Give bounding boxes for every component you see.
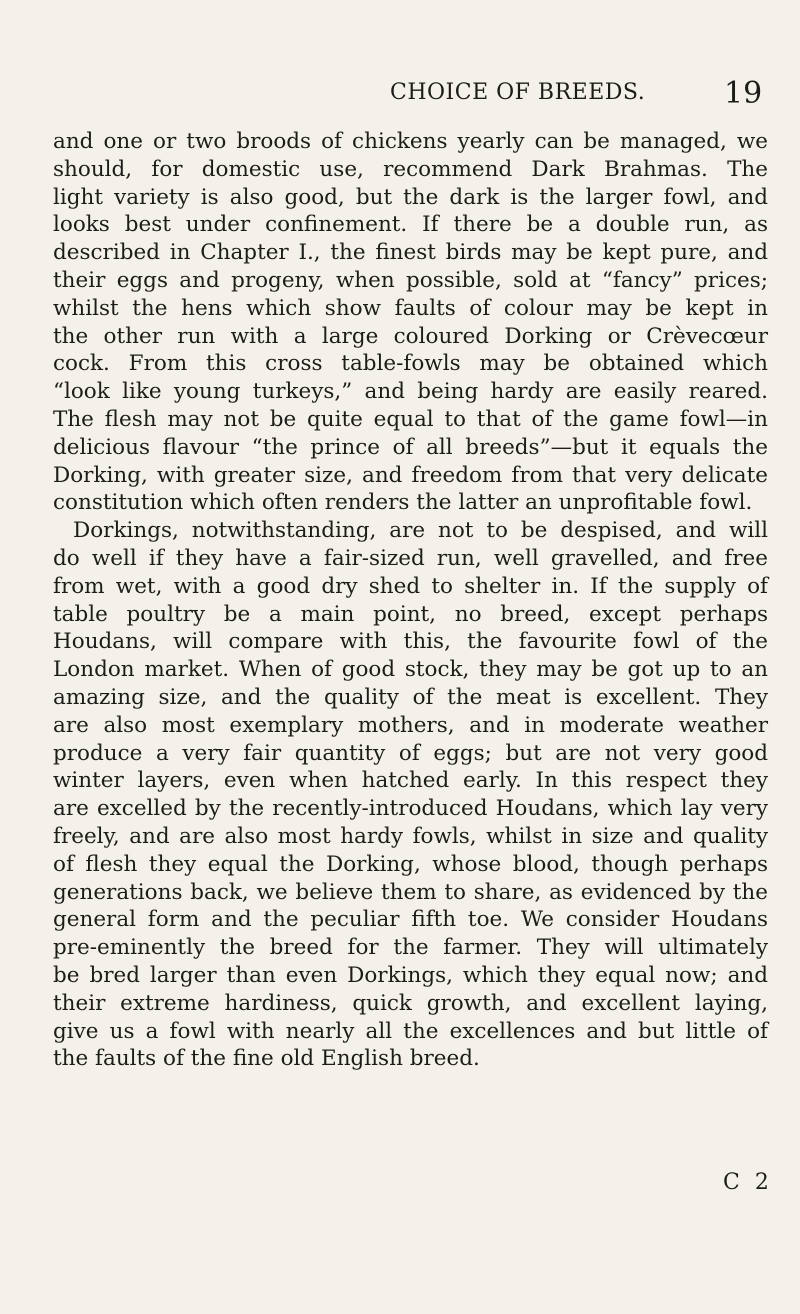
text-line: Dorking, with greater size, and freedom from that very delicate xyxy=(53,462,768,488)
text-line: generations back, we believe them to share, as evidenced by the xyxy=(53,879,768,905)
text-line: London market. When of good stock, they may be got up to an xyxy=(53,657,768,683)
text-line: constitution which often renders the latter an unprofitable fowl. xyxy=(53,490,753,516)
text-line: pre-eminently the breed for the farmer. They will ultimately xyxy=(53,935,768,961)
text-line: are also most exemplary mothers, and in moderate weather xyxy=(53,712,768,738)
text-line: table poultry be a main point, no breed, except perhaps xyxy=(53,601,768,627)
text-line: give us a fowl with nearly all the excellences and but little of xyxy=(53,1018,768,1044)
text-line: their extreme hardiness, quick growth, and excellent laying, xyxy=(53,990,768,1016)
text-line: Houdans, will compare with this, the favourite fowl of the xyxy=(53,629,768,655)
running-head: CHOICE OF BREEDS. xyxy=(390,80,646,105)
text-line: amazing size, and the quality of the meat is excellent. They xyxy=(53,684,768,710)
text-line: the other run with a large coloured Dorking or Crèvecœur xyxy=(53,323,768,349)
text-line: of flesh they equal the Dorking, whose blood, though perhaps xyxy=(53,851,768,877)
text-line: general form and the peculiar fifth toe. We consider Houdans xyxy=(53,907,768,933)
text-line: whilst the hens which show faults of colour may be kept in xyxy=(53,295,768,321)
text-line: are excelled by the recently-introduced Houdans, which lay very xyxy=(53,796,768,822)
page-header xyxy=(0,76,800,120)
text-line: their eggs and progeny, when possible, sold at “fancy” prices; xyxy=(53,267,768,293)
text-line: The flesh may not be quite equal to that of the game fowl—in xyxy=(53,406,768,432)
text-line: light variety is also good, but the dark is the larger fowl, and xyxy=(53,184,768,210)
text-line: do well if they have a fair-sized run, well gravelled, and free xyxy=(53,545,768,571)
text-line: from wet, with a good dry shed to shelter in. If the supply of xyxy=(53,573,768,599)
text-line: cock. From this cross table-fowls may be obtained which xyxy=(53,351,768,377)
text-line: and one or two broods of chickens yearly can be managed, we xyxy=(53,129,768,154)
signature-mark: C 2 xyxy=(723,1170,773,1195)
page-number: 19 xyxy=(724,76,763,111)
text-line: “look like young turkeys,” and being hardy are easily reared. xyxy=(53,379,768,405)
text-line: freely, and are also most hardy fowls, whilst in size and quality xyxy=(53,823,768,849)
text-line: looks best under confinement. If there be a double run, as xyxy=(53,212,768,238)
body-text xyxy=(53,128,768,1073)
text-line: described in Chapter I., the finest birds may be kept pure, and xyxy=(53,240,768,266)
paragraph-start-line: Dorkings, notwithstanding, are not to be despised, and will xyxy=(73,518,768,544)
text-line: be bred larger than even Dorkings, which they equal now; and xyxy=(53,962,768,988)
text-line: the faults of the fine old English breed. xyxy=(53,1046,480,1072)
text-line: should, for domestic use, recommend Dark Brahmas. The xyxy=(53,156,768,182)
text-line: delicious flavour “the prince of all breeds”—but it equals the xyxy=(53,434,768,460)
text-line: winter layers, even when hatched early. In this respect they xyxy=(53,768,768,794)
text-line: produce a very fair quantity of eggs; but are not very good xyxy=(53,740,768,766)
